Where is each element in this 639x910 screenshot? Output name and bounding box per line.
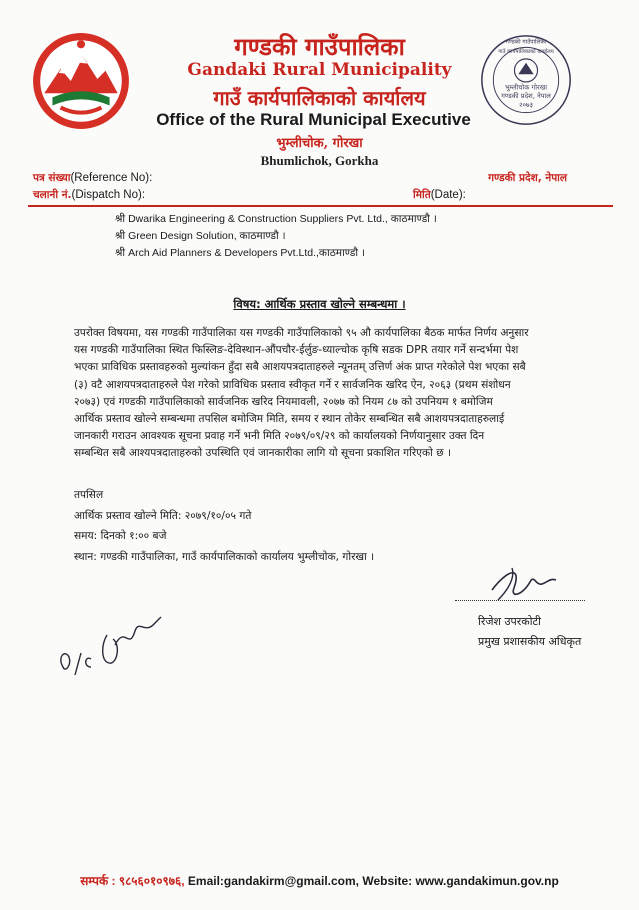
signatory-title: प्रमुख प्रशासकीय अधिकृत — [478, 635, 582, 648]
body-line: सम्बन्धित सबै आश्यपत्रदाताहरुको उपस्थिति एवं जानकारीका लागि यो सूचना प्रकाशित गरिएको छ । — [74, 447, 452, 460]
dispatch-label: चलानी नं. — [33, 189, 72, 201]
seal-line-1: गण्डकी गाउँपालिका — [505, 39, 547, 46]
signatory-block — [478, 612, 581, 652]
body-line: २०७३) एवं गण्डकी गाउँपालिकाको सार्वजनिक खरिद नियमावली, २०७७ को नियम ८७ को उपनियम १ बमोजिम — [74, 395, 493, 408]
location-english: Bhumlichok, Gorkha — [260, 153, 379, 168]
signatory-name: रिजेश उपरकोटी — [478, 615, 541, 628]
letter-body — [74, 325, 574, 463]
details-heading: तपसिल — [74, 489, 104, 501]
seal-line-3: भुम्लीचोक गोरखा — [504, 83, 548, 92]
recipient-item: श्री Green Design Solution, काठमाण्डौ । — [115, 230, 286, 242]
province-label: गण्डकी प्रदेश, नेपाल — [488, 172, 567, 184]
body-line: जानकारी गराउन आवश्यक सूचना प्रवाह गर्ने भनी मिति २०७९/०९/२९ को कार्यालयको निर्णयानुसार उक्त दिन — [74, 430, 485, 443]
footer-contact — [0, 872, 639, 889]
subject-line — [0, 297, 639, 312]
office-name-english: Office of the Rural Municipal Executive — [156, 110, 471, 129]
recipient-item: श्री Arch Aid Planners & Developers Pvt.Ltd.,काठमाण्डौ । — [115, 247, 366, 259]
officer-signature — [452, 560, 592, 604]
footer-website: Website: www.gandakimun.gov.np — [362, 874, 559, 888]
body-line: यस गण्डकी गाउँपालिका स्थित फिस्लिङ-देविस्थान-औंपचौर-ईर्लुङ-ध्याल्चोक कृषि सडक DPR तयार गर्ने सन्दर्भमा पेश — [74, 344, 519, 357]
seal-line-2: गाउँ कार्यपालिकाको कार्यालय — [498, 49, 554, 56]
date-field — [413, 188, 466, 202]
schedule-details — [74, 485, 374, 567]
office-name-nepali: गाउँ कार्यपालिकाको कार्यालय — [213, 86, 426, 110]
handwritten-initials — [55, 605, 175, 685]
municipality-name-nepali: गण्डकी गाउँपालिका — [234, 32, 405, 61]
reference-label: पत्र संख्या — [33, 172, 71, 184]
opening-time: समय: दिनको १:०० बजे — [74, 530, 167, 542]
footer-email: Email:gandakirm@gmail.com, — [187, 874, 359, 888]
seal-line-5: २०७३ — [519, 100, 533, 109]
subject-text: विषय: आर्थिक प्रस्ताव खोल्ने सम्बन्धमा । — [233, 297, 406, 311]
recipients-list — [115, 211, 437, 262]
reference-block — [33, 170, 152, 204]
opening-date: आर्थिक प्रस्ताव खोल्ने मिति: २०७९/१०/०५ गते — [74, 509, 252, 522]
municipality-name-english: Gandaki Rural Municipality — [187, 60, 452, 80]
date-text: (Date): — [430, 189, 466, 201]
seal-line-4: गण्डकी प्रदेश, नेपाल — [501, 92, 551, 101]
header-divider — [28, 205, 613, 207]
signature-line — [455, 600, 585, 601]
office-seal-stamp — [478, 32, 574, 128]
body-line: भएका प्राविधिक प्रस्तावहरुको मुल्यांकन हुँदा सबै आशयपत्रदाताहरुले न्यूनतम् उत्तिर्ण अंक प्राप्त गरेकोले पेश भएका सबै — [74, 361, 526, 374]
body-line: आर्थिक प्रस्ताव खोल्ने सम्बन्धमा तपसिल बमोजिम मिति, समय र स्थान तोकेर सम्बन्धित सबै आशयपत्रदाताहरुलाई — [74, 413, 505, 426]
reference-text: (Reference No): — [70, 172, 153, 184]
body-line: उपरोक्त विषयमा, यस गण्डकी गाउँपालिका यस गण्डकी गाउँपालिकाको ९५ औ कार्यपालिका बैठक मार्फत निर्णय अनुसार — [74, 327, 529, 339]
opening-place: स्थान: गण्डकी गाउँपालिका, गाउँ कार्यपालिकाको कार्यालय भुम्लीचोक, गोरखा । — [74, 550, 375, 563]
location-nepali: भुम्लीचोक, गोरखा — [276, 136, 363, 151]
date-label: मिति — [413, 189, 431, 201]
footer-phone: सम्पर्क : ९८५६०१०९७६, — [80, 874, 185, 888]
dispatch-text: (Dispatch No): — [71, 189, 146, 201]
recipient-item: श्री Dwarika Engineering & Construction Suppliers Pvt. Ltd., काठमाण्डौ । — [115, 213, 437, 225]
body-line: (३) वटै आशयपत्रदाताहरुले पेश गरेको प्राविधिक प्रस्ताव स्वीकृत गर्ने र सार्वजनिक खरिद ऐन, २०६३ (प्रथम संशोधन — [74, 378, 511, 391]
